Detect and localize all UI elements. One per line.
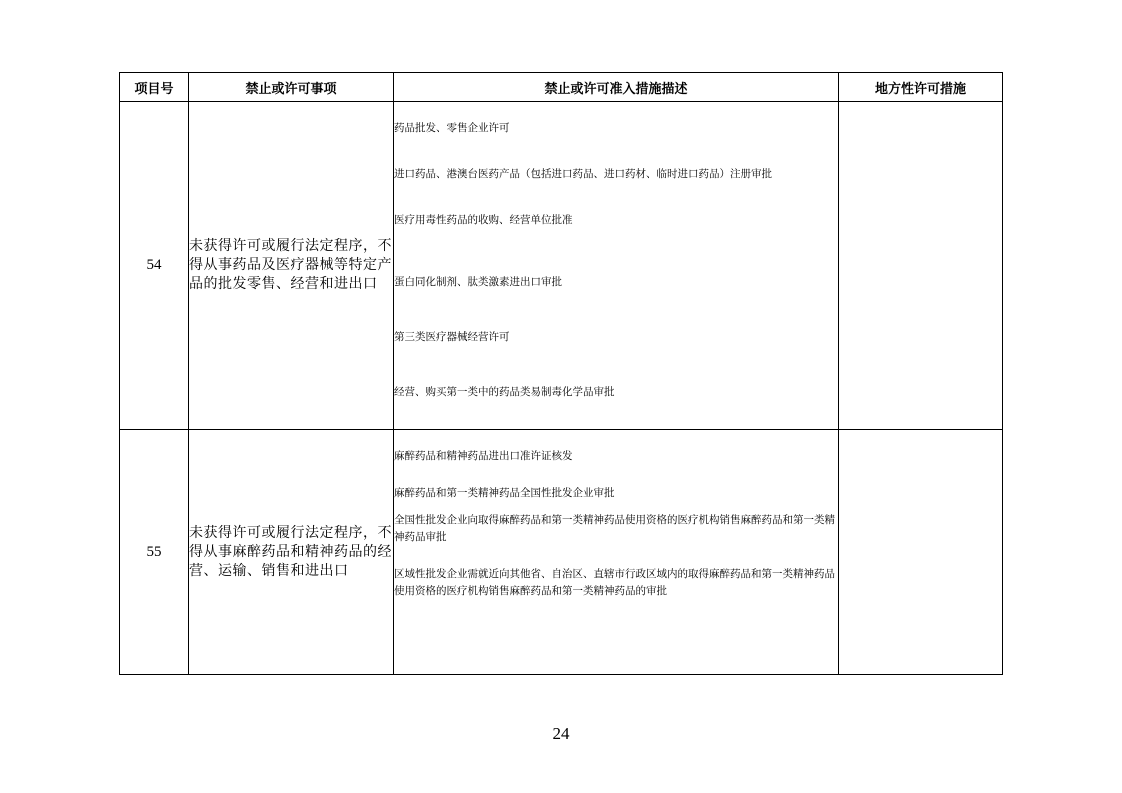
permit-table (119, 72, 1003, 675)
measure-item: 麻醉药品和第一类精神药品全国性批发企业审批 (394, 487, 615, 499)
measure-item: 全国性批发企业向取得麻醉药品和第一类精神药品使用资格的医疗机构销售麻醉药品和第一类精神药品审批 (394, 514, 835, 543)
measure-item: 经营、购买第一类中的药品类易制毒化学品审批 (394, 386, 615, 398)
header-item-no: 项目号 (120, 73, 189, 102)
measures-cell (394, 102, 839, 430)
measure-item: 区域性批发企业需就近向其他省、自治区、直辖市行政区域内的取得麻醉药品和第一类精神药品使用资格的医疗机构销售麻醉药品和第一类精神药品的审批 (394, 568, 835, 597)
header-measures: 禁止或许可准入措施描述 (394, 73, 839, 102)
local-measures-cell (839, 102, 1003, 430)
matter-text: 未获得许可或履行法定程序，不得从事麻醉药品和精神药品的经营、运输、销售和进出口 (189, 430, 394, 675)
measure-item: 进口药品、港澳台医药产品（包括进口药品、进口药材、临时进口药品）注册审批 (394, 168, 772, 180)
item-number: 54 (120, 102, 189, 430)
page-number: 24 (552, 724, 570, 743)
table-row (120, 430, 1003, 675)
measures-cell (394, 430, 839, 675)
measure-item: 蛋白同化制剂、肽类激素进出口审批 (394, 276, 562, 288)
measure-item: 医疗用毒性药品的收购、经营单位批准 (394, 214, 573, 226)
header-local-measures: 地方性许可措施 (839, 73, 1003, 102)
header-matter: 禁止或许可事项 (189, 73, 394, 102)
measure-item: 麻醉药品和精神药品进出口准许证核发 (394, 450, 573, 462)
table-row (120, 102, 1003, 430)
measure-item: 药品批发、零售企业许可 (394, 122, 510, 134)
matter-text: 未获得许可或履行法定程序，不得从事药品及医疗器械等特定产品的批发零售、经营和进出口 (189, 102, 394, 430)
measure-item: 第三类医疗器械经营许可 (394, 331, 510, 343)
table-header-row (120, 73, 1003, 102)
item-number: 55 (120, 430, 189, 675)
local-measures-cell (839, 430, 1003, 675)
